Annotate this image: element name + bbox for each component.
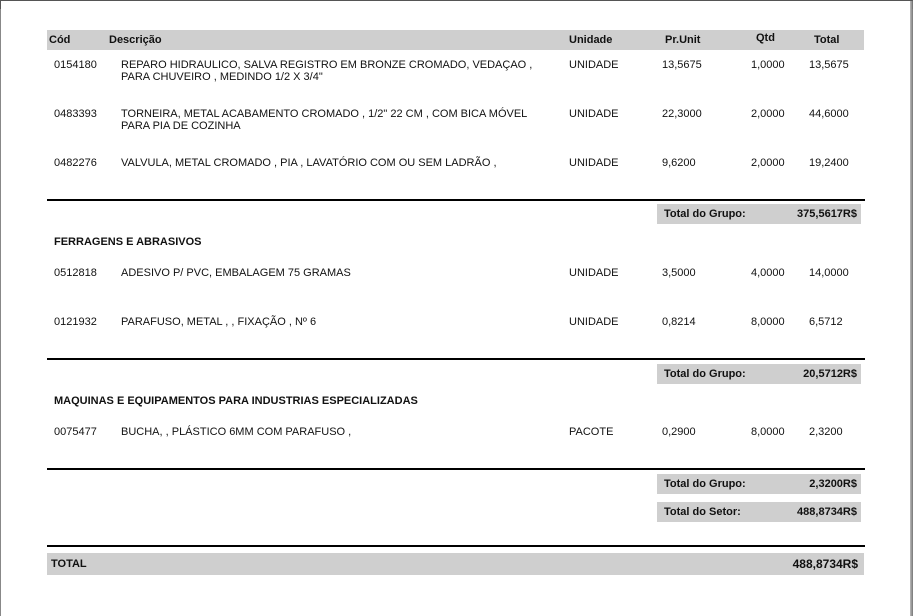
cell-descricao: VALVULA, METAL CROMADO , PIA , LAVATÓRIO COM OU SEM LADRÃO , bbox=[121, 157, 497, 169]
grand-total-divider bbox=[47, 545, 865, 547]
header-total: Total bbox=[814, 34, 840, 46]
cell-prunit: 0,2900 bbox=[662, 426, 696, 438]
cell-cod: 0121932 bbox=[54, 316, 97, 328]
cell-total: 19,2400 bbox=[809, 157, 849, 169]
group-title: MAQUINAS E EQUIPAMENTOS PARA INDUSTRIAS ESPECIALIZADAS bbox=[54, 395, 418, 407]
group-total-box bbox=[657, 364, 861, 384]
cell-qtd: 8,0000 bbox=[751, 316, 785, 328]
group-total-value: 20,5712R$ bbox=[803, 368, 857, 380]
cell-qtd: 4,0000 bbox=[751, 267, 785, 279]
header-unidade: Unidade bbox=[569, 34, 613, 46]
group-total-label: Total do Grupo: bbox=[664, 478, 746, 490]
cell-cod: 0512818 bbox=[54, 267, 97, 279]
cell-unidade: UNIDADE bbox=[569, 108, 619, 120]
group-total-label: Total do Grupo: bbox=[664, 368, 746, 380]
cell-qtd: 2,0000 bbox=[751, 108, 785, 120]
grand-total-label: TOTAL bbox=[51, 558, 87, 570]
cell-unidade: UNIDADE bbox=[569, 316, 619, 328]
cell-unidade: UNIDADE bbox=[569, 157, 619, 169]
cell-descricao: PARAFUSO, METAL , , FIXAÇÃO , Nº 6 bbox=[121, 316, 317, 328]
cell-qtd: 2,0000 bbox=[751, 157, 785, 169]
group-total-box bbox=[657, 204, 861, 224]
cell-cod: 0482276 bbox=[54, 157, 97, 169]
cell-total: 6,5712 bbox=[809, 316, 843, 328]
group-total-label: Total do Grupo: bbox=[664, 208, 746, 220]
cell-unidade: UNIDADE bbox=[569, 59, 619, 71]
group-total-box bbox=[657, 474, 861, 494]
cell-descricao: REPARO HIDRAULICO, SALVA REGISTRO EM BRONZE CROMADO, VEDAÇAO , PARA CHUVEIRO , MEDINDO 1/2 X 3/4" bbox=[121, 59, 533, 83]
cell-cod: 0154180 bbox=[54, 59, 97, 71]
cell-prunit: 13,5675 bbox=[662, 59, 702, 71]
cell-prunit: 3,5000 bbox=[662, 267, 696, 279]
sector-total-label: Total do Setor: bbox=[664, 506, 741, 518]
cell-total: 14,0000 bbox=[809, 267, 849, 279]
cell-total: 13,5675 bbox=[809, 59, 849, 71]
cell-prunit: 22,3000 bbox=[662, 108, 702, 120]
group-total-value: 375,5617R$ bbox=[797, 208, 857, 220]
cell-cod: 0075477 bbox=[54, 426, 97, 438]
cell-qtd: 1,0000 bbox=[751, 59, 785, 71]
group-divider bbox=[47, 358, 865, 360]
header-qtd: Qtd bbox=[756, 32, 775, 44]
cell-cod: 0483393 bbox=[54, 108, 97, 120]
cell-prunit: 9,6200 bbox=[662, 157, 696, 169]
group-divider bbox=[47, 199, 865, 201]
cell-descricao: ADESIVO P/ PVC, EMBALAGEM 75 GRAMAS bbox=[121, 267, 351, 279]
grand-total-bar bbox=[47, 553, 864, 575]
header-prunit: Pr.Unit bbox=[665, 34, 701, 46]
group-total-value: 2,3200R$ bbox=[809, 478, 857, 490]
cell-qtd: 8,0000 bbox=[751, 426, 785, 438]
header-descricao: Descrição bbox=[109, 34, 162, 46]
page-frame-top bbox=[0, 0, 913, 9]
cell-descricao: BUCHA, , PLÁSTICO 6MM COM PARAFUSO , bbox=[121, 426, 352, 438]
cell-total: 44,6000 bbox=[809, 108, 849, 120]
cell-unidade: PACOTE bbox=[569, 426, 614, 438]
page-frame-left bbox=[0, 0, 1, 616]
sector-total-box bbox=[657, 502, 861, 522]
cell-unidade: UNIDADE bbox=[569, 267, 619, 279]
cell-prunit: 0,8214 bbox=[662, 316, 696, 328]
grand-total-value: 488,8734R$ bbox=[792, 557, 858, 571]
cell-total: 2,3200 bbox=[809, 426, 843, 438]
cell-descricao: TORNEIRA, METAL ACABAMENTO CROMADO , 1/2" 22 CM , COM BICA MÓVEL PARA PIA DE COZINHA bbox=[121, 108, 527, 132]
header-cod: Cód bbox=[49, 34, 71, 46]
group-divider bbox=[47, 468, 865, 470]
group-title: FERRAGENS E ABRASIVOS bbox=[54, 236, 202, 248]
table-header bbox=[47, 30, 864, 50]
sector-total-value: 488,8734R$ bbox=[797, 506, 857, 518]
